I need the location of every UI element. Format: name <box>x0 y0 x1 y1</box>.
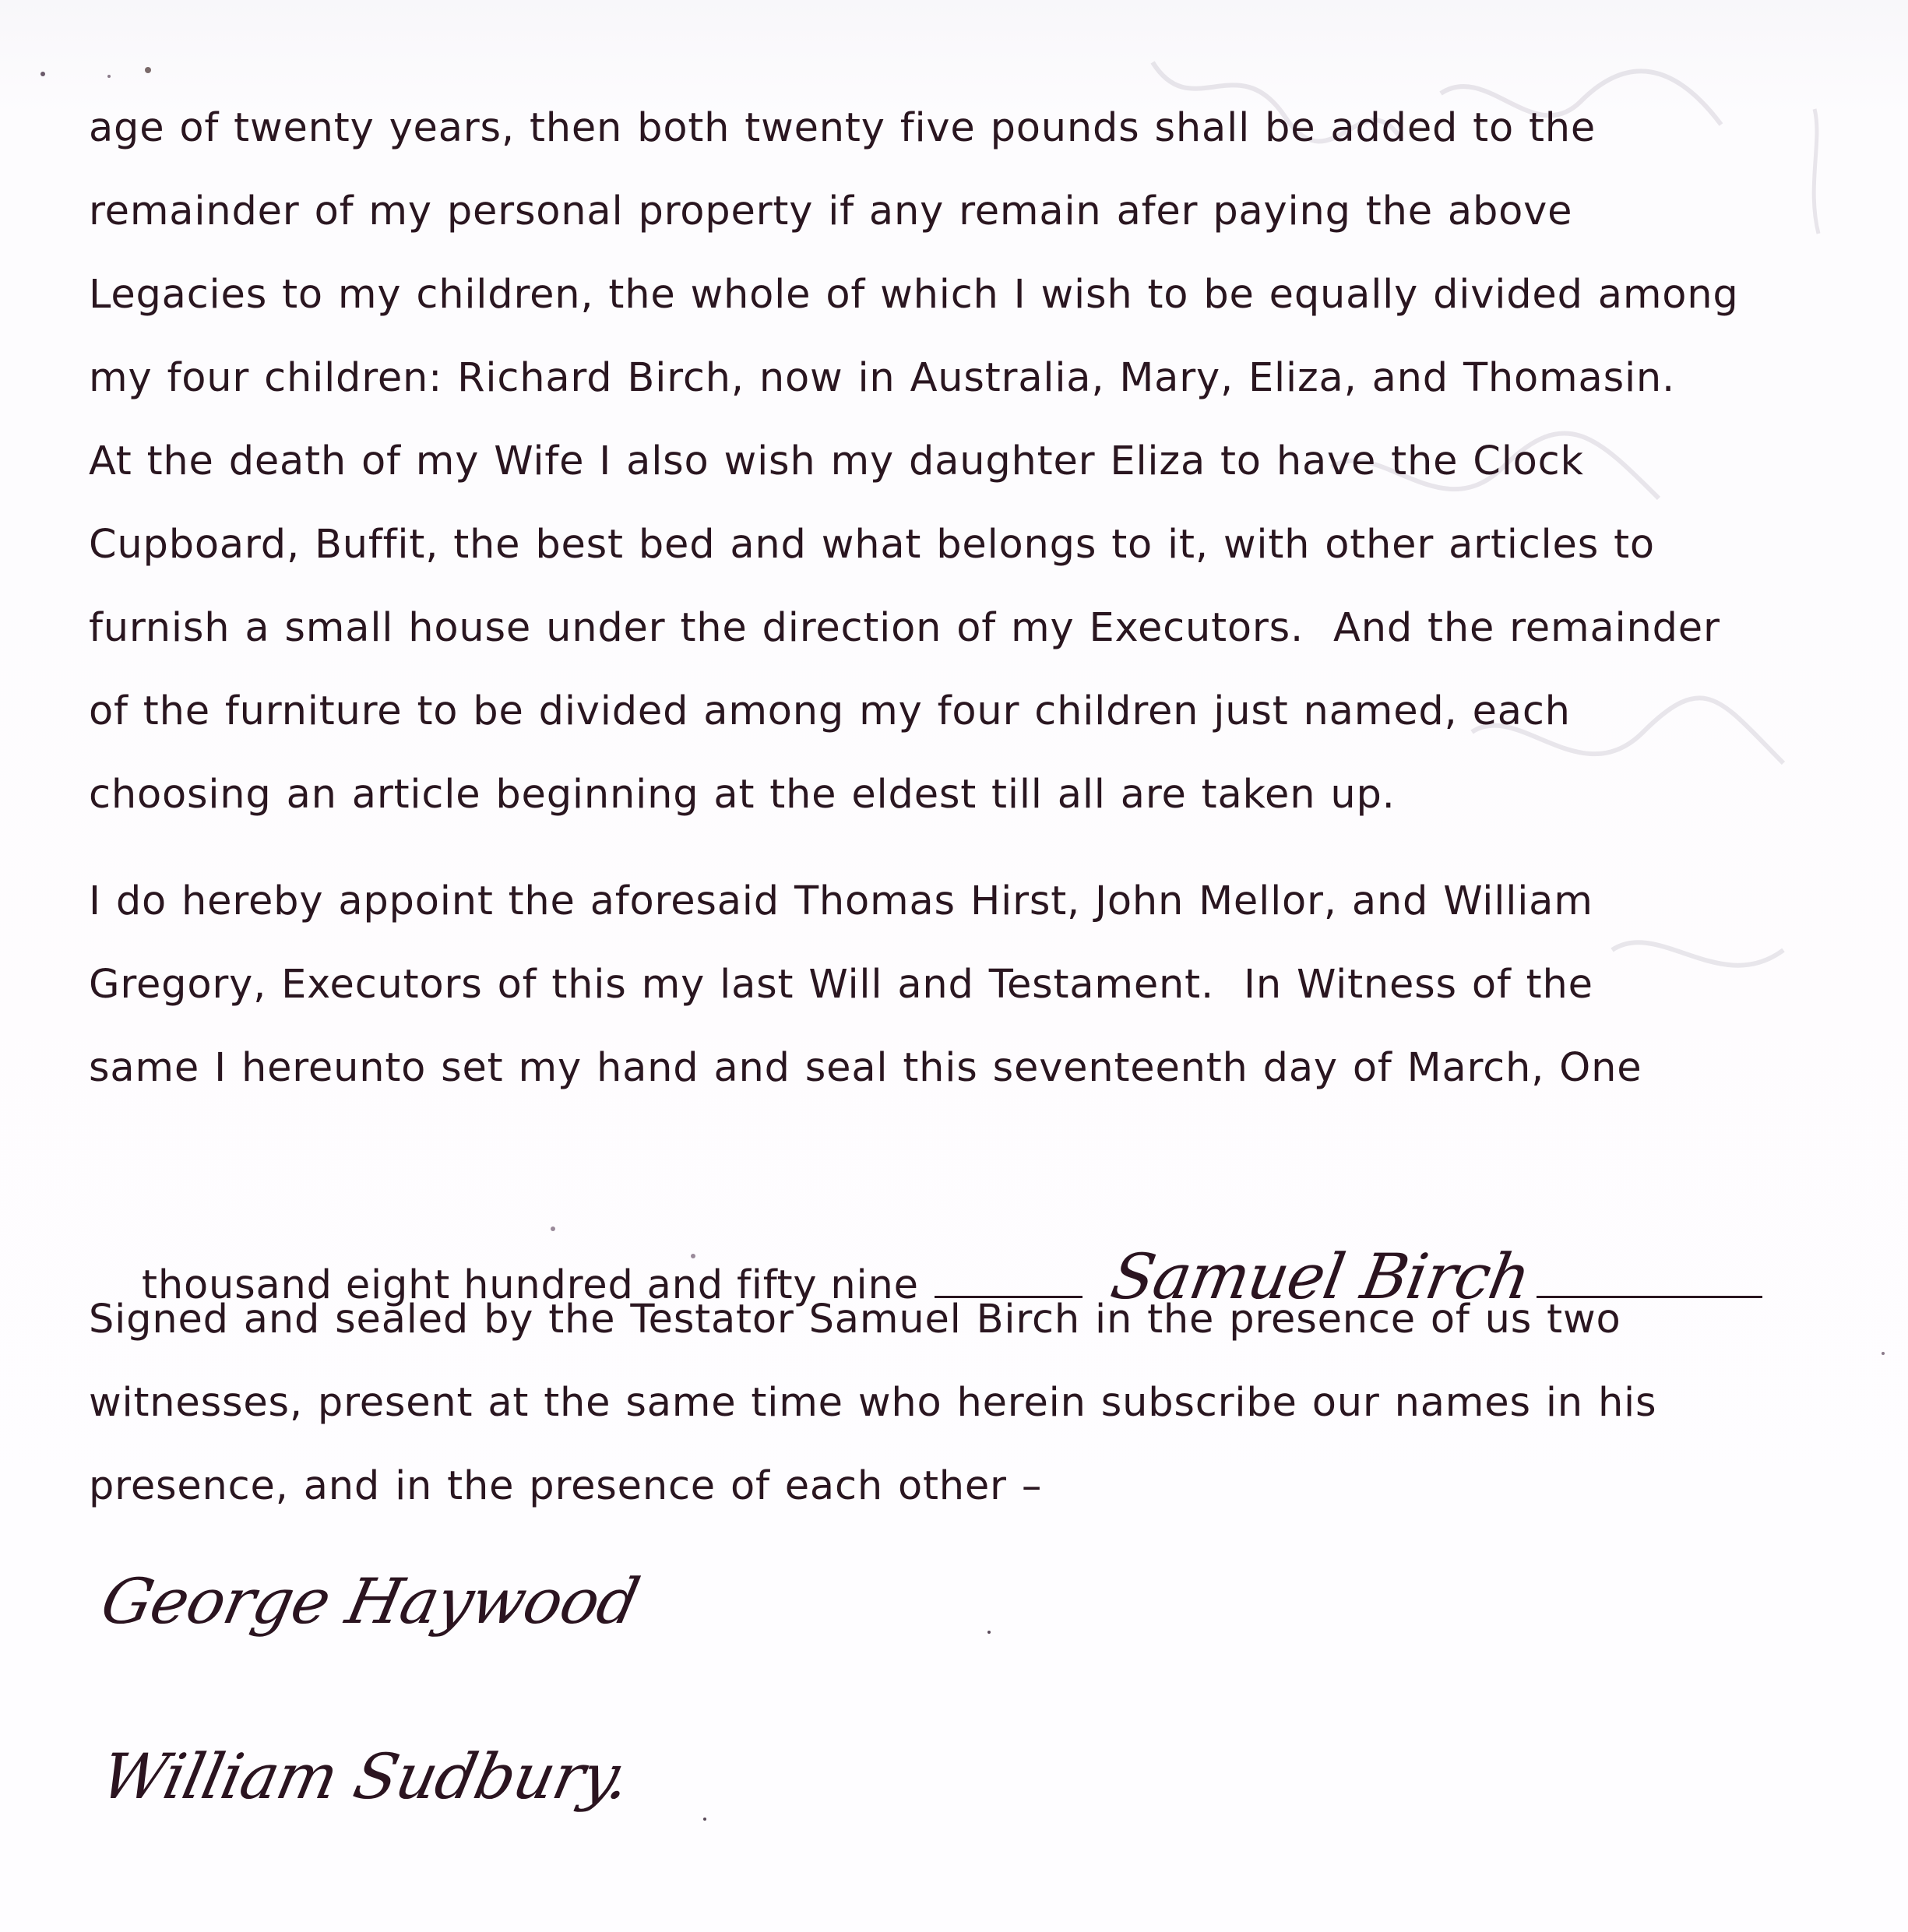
text-line: Signed and sealed by the Testator Samuel Birch in the presence of us two <box>89 1297 1621 1343</box>
testator-signature: Samuel Birch <box>1105 1240 1536 1313</box>
text-line: At the death of my Wife I also wish my daughter Eliza to have the Clock <box>89 438 1584 484</box>
testator-signature-line <box>89 1137 1762 1313</box>
paragraph-bequests <box>89 86 1849 836</box>
text-line: of the furniture to be divided among my four children just named, each <box>89 688 1571 734</box>
text-line: remainder of my personal property if any remain afer paying the above <box>89 188 1573 234</box>
text-line: presence, and in the presence of each other – <box>89 1463 1043 1509</box>
text-line: Gregory, Executors of this my last Will and Testament. In Witness of the <box>89 962 1593 1008</box>
text-line: witnesses, present at the same time who herein subscribe our names in his <box>89 1380 1657 1426</box>
paragraph-executors <box>89 860 1849 1110</box>
text-line: same I hereunto set my hand and seal this seventeenth day of March, One <box>89 1045 1642 1091</box>
paragraph-attestation <box>89 1278 1849 1528</box>
text-line: furnish a small house under the direction of my Executors. And the remainder <box>89 605 1720 651</box>
text-line: choosing an article beginning at the eldest till all are taken up. <box>89 772 1396 818</box>
date-text: thousand eight hundred and fifty nine <box>142 1262 919 1308</box>
text-line: age of twenty years, then both twenty five pounds shall be added to the <box>89 105 1596 151</box>
text-line: Legacies to my children, the whole of which I wish to be equally divided among <box>89 272 1739 318</box>
witness-signature-1: George Haywood <box>95 1565 646 1638</box>
text-line: my four children: Richard Birch, now in Australia, Mary, Eliza, and Thomasin. <box>89 355 1676 401</box>
witness-signature-2: William Sudbury. <box>95 1740 636 1813</box>
text-line: Cupboard, Buffit, the best bed and what belongs to it, with other articles to <box>89 522 1655 568</box>
text-line: I do hereby appoint the aforesaid Thomas Hirst, John Mellor, and William <box>89 878 1593 924</box>
